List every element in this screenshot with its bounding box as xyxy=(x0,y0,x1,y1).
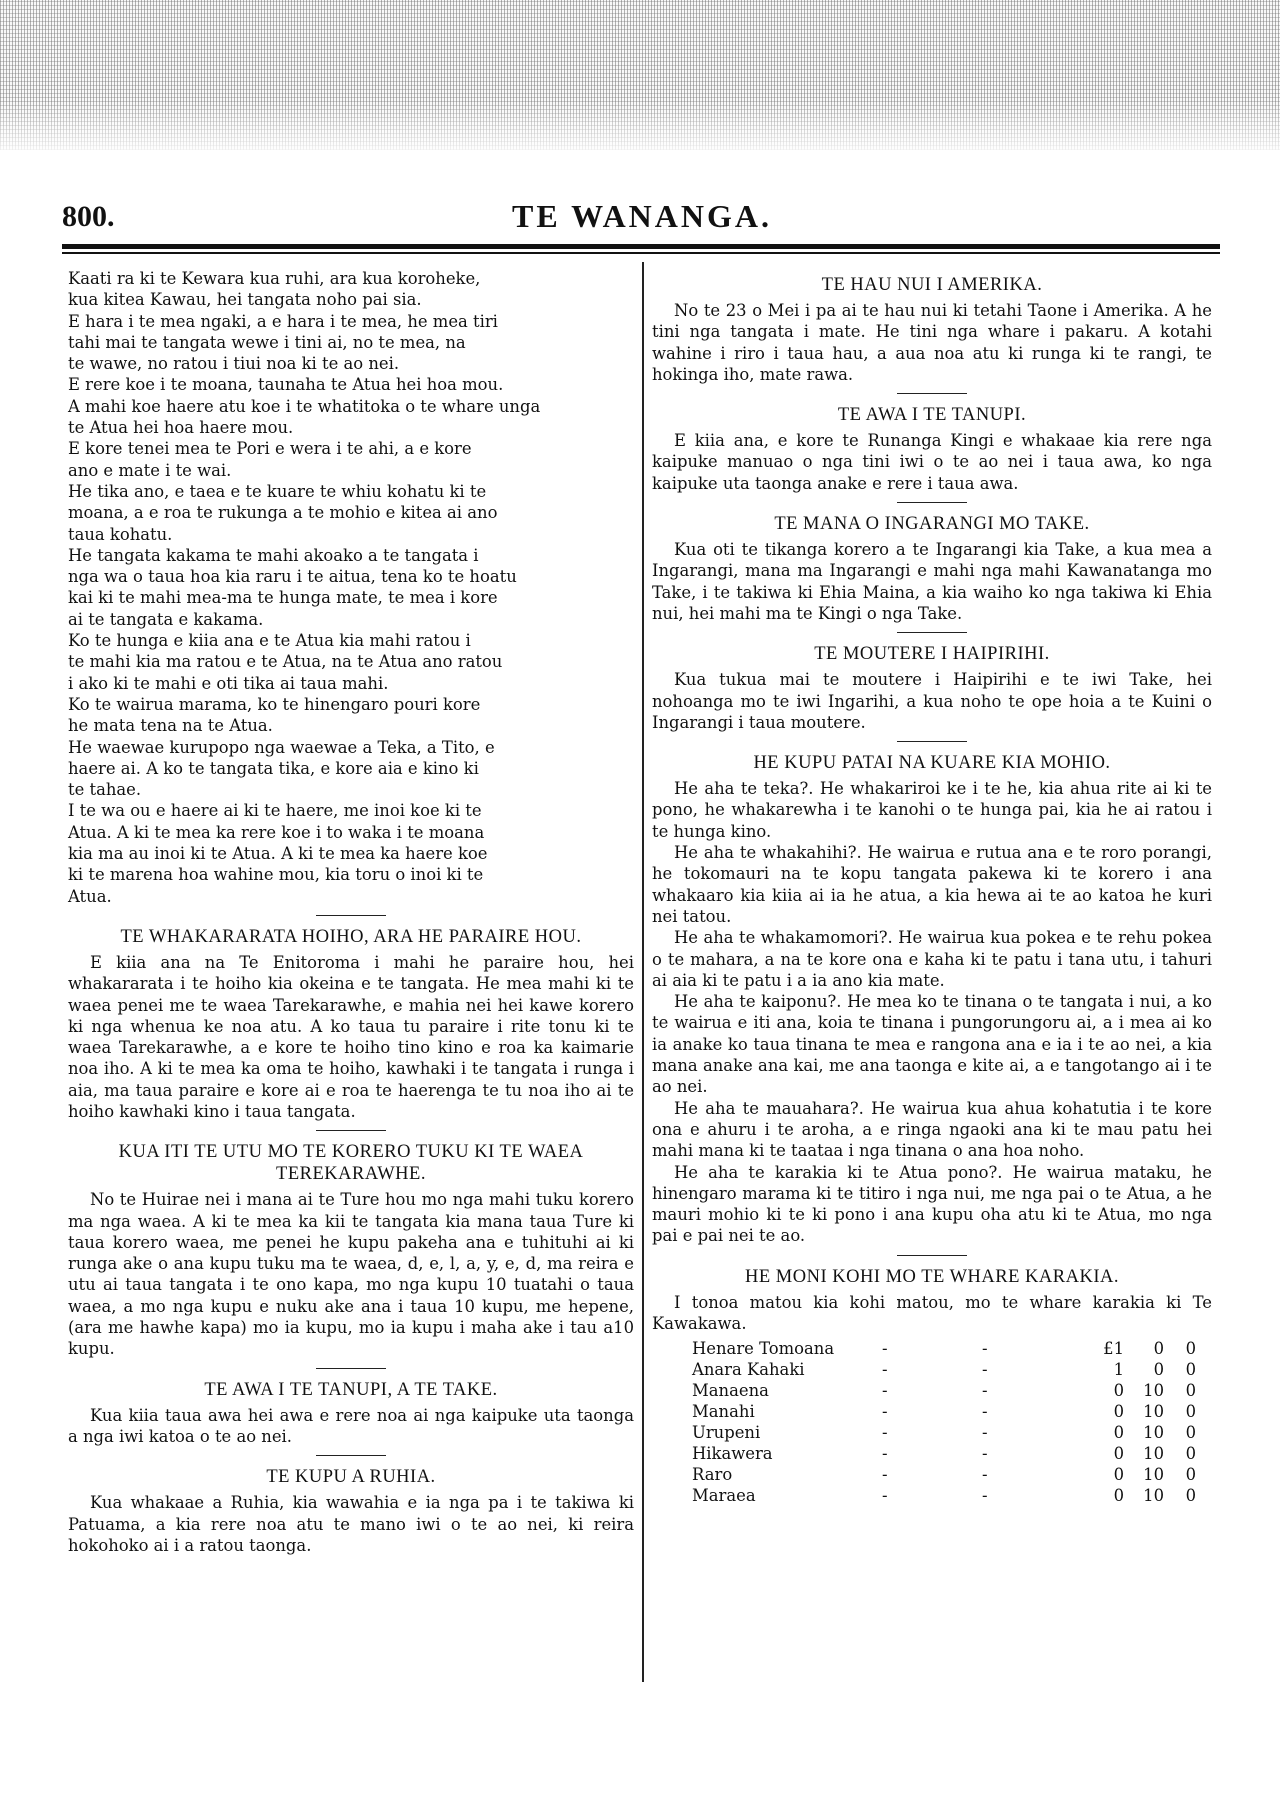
proverb-line: te tahae. xyxy=(68,780,142,800)
table-row xyxy=(692,1338,1196,1359)
heading-mana-ingarangi: TE MANA O INGARANGI MO TAKE. xyxy=(774,514,1090,535)
proverb-line: Atua. xyxy=(68,886,112,906)
donor-name: Hikawera xyxy=(692,1444,773,1464)
dash: - xyxy=(882,1360,888,1380)
donor-name: Henare Tomoana xyxy=(692,1339,835,1359)
amount-shillings: 10 xyxy=(1143,1444,1164,1464)
text-awa-tanupi: E kiia ana, e kore te Runanga Kingi e whakaae kia rere nga kaipuke manuao o nga tini iwi o te ao nei i taua awa, ko nga kaipuke uta taonga anake e rere i taua awa. xyxy=(652,431,1212,493)
proverb-line: te mahi kia ma ratou e te Atua, na te Atua ano ratou xyxy=(68,652,503,672)
amount-shillings: 0 xyxy=(1153,1339,1164,1359)
dash: - xyxy=(882,1339,888,1359)
proverb-line: Ko te wairua marama, ko te hinengaro pouri kore xyxy=(68,694,481,714)
amount-pounds: 0 xyxy=(1113,1423,1124,1443)
right-column xyxy=(652,268,1212,1506)
table-row xyxy=(692,1401,1196,1422)
amount-pence: 0 xyxy=(1185,1339,1196,1359)
patai-paragraph: He aha te mauahara?. He wairua kua ahua kohatutia i te kore ona e ahuru i te aroha, a e ringa ngaoki ana ki te mau patu hei mahi mana ki te taataa i nga tinana o ana hoa noho. xyxy=(652,1098,1212,1161)
table-row xyxy=(692,1380,1196,1401)
section-rule xyxy=(897,741,967,742)
dash: - xyxy=(882,1381,888,1401)
section-rule xyxy=(897,502,967,503)
amount-pence: 0 xyxy=(1185,1360,1196,1380)
section-rule xyxy=(316,1455,386,1456)
text-whakararata: E kiia ana na Te Enitoroma i mahi he paraire hou, hei whakararata i te hoiho kia okeina e te tangata. He mea mahi ki te waea penei me te waea Tarekarawhe, e mahia nei hei kawe korero ki nga whenua ke noa atu. A ko taua tu paraire i rite tonu ki te waea Tarekarawhe, a e kore te hoiho tino kino e roa ka kaimarie noa iho. A ki te mea ka oma te hoiho, kawhaki i te tangata i runga i aia, ma taua paraire e kore ai e roa te haerenga te tu noa iho ai te hoiho kawhaki kino i taua tangata. xyxy=(68,952,634,1121)
proverb-line: E rere koe i te moana, taunaha te Atua hei hoa mou. xyxy=(68,375,504,395)
proverb-line: ai te tangata e kakama. xyxy=(68,609,264,629)
proverb-line: He tangata kakama te mahi akoako a te tangata i xyxy=(68,545,479,565)
amount-pence: 0 xyxy=(1185,1423,1196,1443)
table-row xyxy=(692,1359,1196,1380)
text-awa-take: Kua kiia taua awa hei awa e rere noa ai nga kaipuke uta taonga a nga iwi katoa o te ao nei. xyxy=(68,1405,634,1446)
amount-shillings: 10 xyxy=(1143,1486,1164,1506)
donor-name: Manaena xyxy=(692,1381,769,1401)
patai-paragraph: He aha te teka?. He whakariroi ke i te he, kia ahua rite ai ki te pono, he whakarewha i te kanohi o te hunga pai, kia he ai ratou i te hunga kino. xyxy=(652,779,1212,841)
patai-paragraph: He aha te karakia ki te Atua pono?. He wairua mataku, he hinengaro marama ki te titiro i nga nui, me nga pai o te Atua, a he mauri mohio ki te ki pono i ana kupu oha atu ki te Atua, mo nga pai e pai nei te ao. xyxy=(652,1162,1212,1246)
amount-shillings: 10 xyxy=(1143,1402,1164,1422)
masthead-rule-thin xyxy=(62,252,1220,254)
proverb-line: nga wa o taua hoa kia raru i te aitua, tena ko te hoatu xyxy=(68,567,517,587)
proverb-line: kua kitea Kawau, hei tangata noho pai sia. xyxy=(68,290,422,310)
amount-pounds: £1 xyxy=(1103,1339,1124,1359)
dash: - xyxy=(982,1444,988,1464)
donor-name: Anara Kahaki xyxy=(692,1360,805,1380)
proverbs-section xyxy=(68,268,634,907)
section-rule xyxy=(897,632,967,633)
proverb-line: i ako ki te mahi e oti tika ai taua mahi. xyxy=(68,673,389,693)
scan-noise-fade xyxy=(0,100,1280,160)
amount-pence: 0 xyxy=(1185,1444,1196,1464)
section-rule xyxy=(316,915,386,916)
amount-pounds: 0 xyxy=(1113,1444,1124,1464)
amount-pence: 0 xyxy=(1185,1402,1196,1422)
patai-paragraph: He aha te whakahihi?. He wairua e rutua ana e te roro porangi, he tokomauri na te kopu tangata pakewa ki te korero i ana whakaaro kia kiia ai ia he atua, a kia hewa ai te ao katoa he kuri nei tatou. xyxy=(652,843,1212,926)
amount-pence: 0 xyxy=(1185,1465,1196,1485)
heading-whakararata: TE WHAKARARATA HOIHO, ARA HE PARAIRE HOU. xyxy=(120,926,582,947)
page-number: 800. xyxy=(62,200,115,233)
heading-awa-tanupi: TE AWA I TE TANUPI. xyxy=(837,405,1027,426)
text-hau-nui: No te 23 o Mei i pa ai te hau nui ki tetahi Taone i Amerika. A he tini nga tangata i mate. He tini nga whare i pakaru. A kotahi wahine i riro i taua hau, a aua noa atu ki runga ki te rangi, te hokinga iho, mate rawa. xyxy=(652,301,1212,384)
section-rule xyxy=(316,1130,386,1131)
dash: - xyxy=(882,1486,888,1506)
dash: - xyxy=(982,1465,988,1485)
table-row xyxy=(692,1422,1196,1443)
dash: - xyxy=(882,1444,888,1464)
amount-shillings: 10 xyxy=(1143,1423,1164,1443)
heading-hau-nui: TE HAU NUI I AMERIKA. xyxy=(821,275,1043,295)
text-mana-ingarangi: Kua oti te tikanga korero a te Ingarangi kia Take, a kua mea a Ingarangi, mana ma Ingarangi e mahi nga mahi Kawanatanga mo Take, i te takiwa ki Ehia Maina, a kia waiho ko nga takiwa ki Ehia nui, hei mahi ma te Kingi o nga Take. xyxy=(652,540,1212,623)
dash: - xyxy=(982,1381,988,1401)
heading-kupu-patai: HE KUPU PATAI NA KUARE KIA MOHIO. xyxy=(753,753,1111,774)
proverb-line: te wawe, no ratou i tiui noa ki te ao nei. xyxy=(68,354,400,374)
patai-paragraph: He aha te whakamomori?. He wairua kua pokea e te rehu pokea o te mahara, a na te kore ona e kaha ki te patu i tana utu, i tahuri ai aia ki te patu i a ia ano kia mate. xyxy=(652,928,1212,990)
text-moutere: Kua tukua mai te moutere i Haipirihi e te iwi Take, hei nohoanga mo te iwi Ingarihi, a kua noho te ope hoia a te Kuini o Ingarangi i taua moutere. xyxy=(652,670,1212,732)
section-rule xyxy=(897,393,967,394)
table-row xyxy=(692,1485,1196,1506)
dash: - xyxy=(982,1486,988,1506)
heading-moutere: TE MOUTERE I HAIPIRIHI. xyxy=(814,644,1050,665)
donor-name: Manahi xyxy=(692,1402,755,1422)
dash: - xyxy=(982,1360,988,1380)
masthead xyxy=(62,198,1222,240)
proverb-line: tahi mai te tangata wewe i tini ai, no te mea, na xyxy=(68,332,466,352)
proverb-line: I te wa ou e haere ai ki te haere, me inoi koe ki te xyxy=(68,801,482,821)
amount-shillings: 0 xyxy=(1153,1360,1164,1380)
proverb-line: E kore tenei mea te Pori e wera i te ahi, a e kore xyxy=(68,439,472,459)
heading-utu-korero: KUA ITI TE UTU MO TE KORERO TUKU KI TE WAEA TEREKARAWHE. xyxy=(118,1142,584,1185)
section-rule xyxy=(316,1368,386,1369)
proverb-line: ano e mate i te wai. xyxy=(68,460,232,480)
heading-kupu-ruhia: TE KUPU A RUHIA. xyxy=(266,1467,436,1488)
amount-pence: 0 xyxy=(1185,1381,1196,1401)
dash: - xyxy=(982,1423,988,1443)
paper-title: TE WANANGA. xyxy=(512,198,772,234)
dash: - xyxy=(882,1465,888,1485)
amount-pounds: 0 xyxy=(1113,1465,1124,1485)
column-divider xyxy=(642,262,644,1682)
proverb-line: ki te marena hoa wahine mou, kia toru o inoi ki te xyxy=(68,865,484,885)
proverb-line: Kaati ra ki te Kewara kua ruhi, ara kua koroheke, xyxy=(68,269,481,288)
table-row xyxy=(692,1443,1196,1464)
section-rule xyxy=(897,1255,967,1256)
donations-table xyxy=(692,1338,1196,1506)
amount-shillings: 10 xyxy=(1143,1381,1164,1401)
proverb-line: he mata tena na te Atua. xyxy=(68,716,273,736)
proverb-line: He waewae kurupopo nga waewae a Teka, a Tito, e xyxy=(68,737,495,757)
proverb-line: moana, a e roa te rukunga a te mohio e kitea ai ano xyxy=(68,503,498,523)
text-kupu-ruhia: Kua whakaae a Ruhia, kia wawahia e ia nga pa i te takiwa ki Patuama, a kia rere noa atu te mano iwi o te ao nei, ki reira hokohoko ai i a ratou taonga. xyxy=(68,1493,634,1555)
amount-pounds: 0 xyxy=(1113,1402,1124,1422)
donor-name: Raro xyxy=(692,1465,733,1485)
proverb-line: kai ki te mahi mea-ma te hunga mate, te mea i kore xyxy=(68,588,498,608)
proverb-line: kia ma au inoi ki te Atua. A ki te mea ka haere koe xyxy=(68,844,488,864)
amount-pounds: 1 xyxy=(1113,1360,1124,1380)
proverb-line: haere ai. A ko te tangata tika, e kore aia e kino ki xyxy=(68,758,479,778)
heading-awa-take: TE AWA I TE TANUPI, A TE TAKE. xyxy=(204,1379,498,1400)
amount-pence: 0 xyxy=(1185,1486,1196,1506)
proverb-line: A mahi koe haere atu koe i te whatitoka o te whare unga xyxy=(68,396,541,416)
left-column xyxy=(68,268,634,1556)
dash: - xyxy=(882,1423,888,1443)
text-utu-korero: No te Huirae nei i mana ai te Ture hou mo nga mahi tuku korero ma nga waea. A ki te mea ka kii te tangata kia mana taua Ture ki taua korero waea, me penei he kupu pakeha ana e tuhituhi ai ki runga ake o ana kupu tuku ma te waea, d, e, l, a, y, e, d, ma reira e utu ai taua tangata i te ono kapa, mo nga kupu 10 tuatahi o taua waea, a mo nga kupu e nuku ake ana i taua 10 kupu, me hepene, (ara me hawhe kapa) mo ia kupu, mo ia kupu i maha ake i tau a10 kupu. xyxy=(68,1190,634,1359)
amount-pounds: 0 xyxy=(1113,1486,1124,1506)
proverb-line: Atua. A ki te mea ka rere koe i to waka i te moana xyxy=(68,822,485,842)
proverb-line: te Atua hei hoa haere mou. xyxy=(68,418,294,438)
amount-shillings: 10 xyxy=(1143,1465,1164,1485)
table-row xyxy=(692,1464,1196,1485)
masthead-rule-thick xyxy=(62,244,1220,249)
donor-name: Maraea xyxy=(692,1486,756,1506)
proverb-line: Ko te hunga e kiia ana e te Atua kia mahi ratou i xyxy=(68,631,471,651)
dash: - xyxy=(882,1402,888,1422)
dash: - xyxy=(982,1402,988,1422)
dash: - xyxy=(982,1339,988,1359)
proverb-line: He tika ano, e taea e te kuare te whiu kohatu ki te xyxy=(68,481,487,501)
kupu-patai-section xyxy=(652,778,1212,1247)
proverb-line: taua kohatu. xyxy=(68,524,173,544)
patai-paragraph: He aha te kaiponu?. He mea ko te tinana o te tangata i nui, a ko te wairua e iti ana, koia te tinana i pungorungoru ai, a i mea ai ko ia anake ko taua tinana te mea e rangona ana e ia i te ao nei, a kia mana anake ana kai, me ana taonga e kite ai, a e tangotango ai i te ao nei. xyxy=(652,992,1212,1097)
amount-pounds: 0 xyxy=(1113,1381,1124,1401)
donor-name: Urupeni xyxy=(692,1423,761,1443)
heading-moni-kohi: HE MONI KOHI MO TE WHARE KARAKIA. xyxy=(745,1266,1119,1287)
proverb-line: E hara i te mea ngaki, a e hara i te mea, he mea tiri xyxy=(68,311,498,331)
text-moni-kohi-intro: I tonoa matou kia kohi matou, mo te whare karakia ki Te Kawakawa. xyxy=(652,1292,1212,1333)
